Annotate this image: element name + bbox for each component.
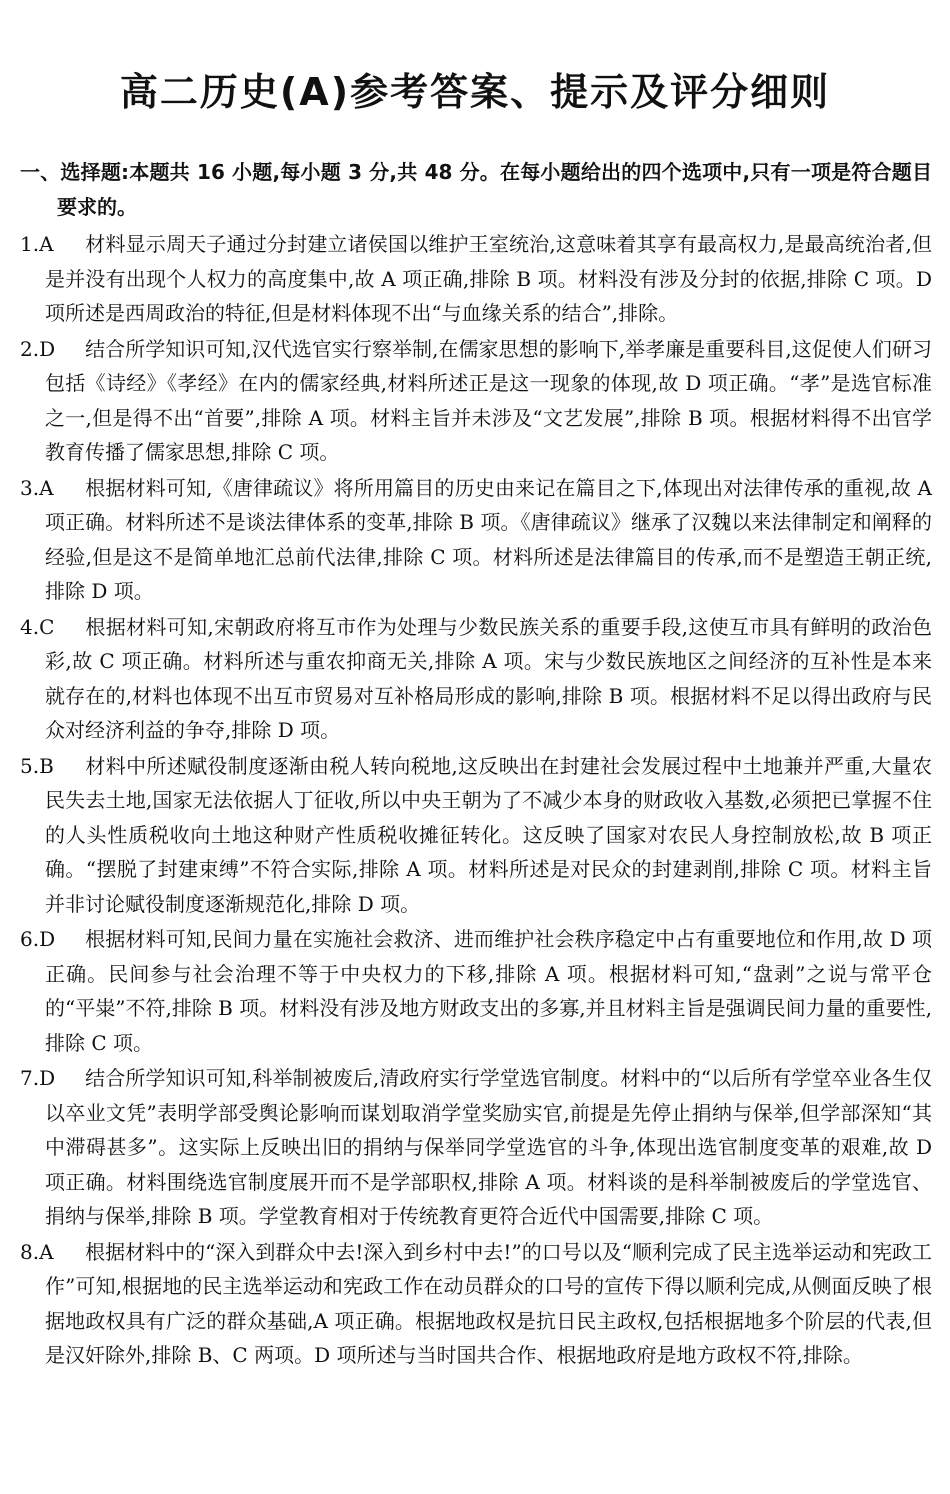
answer-key: D — [39, 927, 56, 951]
answer-number: 7. — [20, 1066, 40, 1090]
answer-number: 3. — [20, 475, 40, 500]
answer-explanation: 结合所学知识可知,科举制被废后,清政府实行学堂选官制度。材料中的“以后所有学堂卒业各生仅以卒业文凭”表明学部受舆论影响而谋划取消学堂奖励实官,前提是先停止捐纳与保举,但学部深知“其中滞碍甚多”。这实际上反映出旧的捐纳与保举同学堂选官的斗争,体现出选官制度变革的艰难,故 D 项正确。材料围绕选官制度展开而不是学部职权,排除 A 项。材料谈的是科举制被废后的学堂选官、捐纳与保举,排除 B 项。学堂教育相对于传统教育更符合近代中国需要,排除 C 项。 — [45, 1066, 932, 1228]
answer-item-3 — [20, 471, 932, 609]
section-heading-multiple-choice: 一、选择题:本题共 16 小题,每小题 3 分,共 48 分。在每小题给出的四个选项中,只有一项是符合题目要求的。 — [20, 160, 932, 219]
answer-explanation: 材料显示周天子通过分封建立诸侯国以维护王室统治,这意味着其享有最高权力,是最高统治者,但是并没有出现个人权力的高度集中,故 A 项正确,排除 B 项。材料没有涉及分封的依据,排除 C 项。D 项所述是西周政治的特征,但是材料体现不出“与血缘关系的结合”,排除。 — [45, 232, 932, 325]
answer-item-6 — [20, 922, 932, 1060]
answer-number: 2. — [20, 336, 40, 361]
answer-number: 5. — [20, 753, 40, 778]
answer-key: C — [39, 614, 55, 639]
answer-explanation: 材料中所述赋役制度逐渐由税人转向税地,这反映出在封建社会发展过程中土地兼并严重,大量农民失去土地,国家无法依据人丁征收,所以中央王朝为了不减少本身的财政收入基数,必须把已掌握不住的人头性质税收向土地这种财产性质税收摊征转化。这反映了国家对农民人身控制放松,故 B 项正确。“摆脱了封建束缚”不符合实际,排除 A 项。材料所述是对民众的封建剥削,排除 C 项。材料主旨并非讨论赋役制度逐渐规范化,排除 D 项。 — [45, 753, 932, 916]
answer-number: 1. — [20, 232, 40, 256]
answer-item-7 — [20, 1061, 932, 1234]
answer-item-8 — [20, 1235, 932, 1373]
answer-content — [20, 155, 932, 1373]
page-title: 高二历史(A)参考答案、提示及评分细则 — [119, 70, 831, 114]
answer-item-4 — [20, 610, 932, 748]
answer-item-1 — [20, 227, 932, 331]
answer-number: 6. — [20, 927, 40, 951]
answer-number: 8. — [20, 1239, 40, 1264]
answer-explanation: 根据材料中的“深入到群众中去!深入到乡村中去!”的口号以及“顺利完成了民主选举运动和宪政工作”可知,根据地的民主选举运动和宪政工作在动员群众的口号的宣传下得以顺利完成,从侧面反映了根据地政权具有广泛的群众基础,A 项正确。根据地政权是抗日民主政权,包括根据地多个阶层的代表,但是汉奸除外,排除 B、C 两项。D 项所述与当时国共合作、根据地政府是地方政权不符,排除。 — [45, 1239, 932, 1367]
answer-number: 4. — [20, 614, 40, 639]
answer-key: A — [39, 1239, 54, 1264]
answer-explanation: 根据材料可知,民间力量在实施社会救济、进而维护社会秩序稳定中占有重要地位和作用,故 D 项正确。民间参与社会治理不等于中央权力的下移,排除 A 项。根据材料可知,“盘剥”之说与常平仓的“平粜”不符,排除 B 项。材料没有涉及地方财政支出的多寡,并且材料主旨是强调民间力量的重要性,排除 C 项。 — [45, 927, 932, 1055]
answer-key: B — [39, 753, 54, 778]
answer-explanation: 根据材料可知,《唐律疏议》将所用篇目的历史由来记在篇目之下,体现出对法律传承的重视,故 A 项正确。材料所述不是谈法律体系的变革,排除 B 项。《唐律疏议》继承了汉魏以来法律制定和阐释的经验,但是这不是简单地汇总前代法律,排除 C 项。材料所述是法律篇目的传承,而不是塑造王朝正统,排除 D 项。 — [45, 475, 932, 603]
answer-key: D — [39, 336, 56, 361]
answer-item-2 — [20, 332, 932, 470]
answer-key: A — [39, 232, 54, 256]
answer-key: A — [39, 475, 54, 500]
answer-explanation: 根据材料可知,宋朝政府将互市作为处理与少数民族关系的重要手段,这使互市具有鲜明的政治色彩,故 C 项正确。材料所述与重农抑商无关,排除 A 项。宋与少数民族地区之间经济的互补性是本来就存在的,材料也体现不出互市贸易对互补格局形成的影响,排除 B 项。根据材料不足以得出政府与民众对经济利益的争夺,排除 D 项。 — [45, 614, 932, 742]
answer-key: D — [39, 1066, 56, 1090]
answer-item-5 — [20, 749, 932, 922]
answer-explanation: 结合所学知识可知,汉代选官实行察举制,在儒家思想的影响下,举孝廉是重要科目,这促使人们研习包括《诗经》《孝经》在内的儒家经典,材料所述正是这一现象的体现,故 D 项正确。“孝”是选官标准之一,但是得不出“首要”,排除 A 项。材料主旨并未涉及“文艺发展”,排除 B 项。根据材料得不出官学教育传播了儒家思想,排除 C 项。 — [45, 336, 932, 464]
